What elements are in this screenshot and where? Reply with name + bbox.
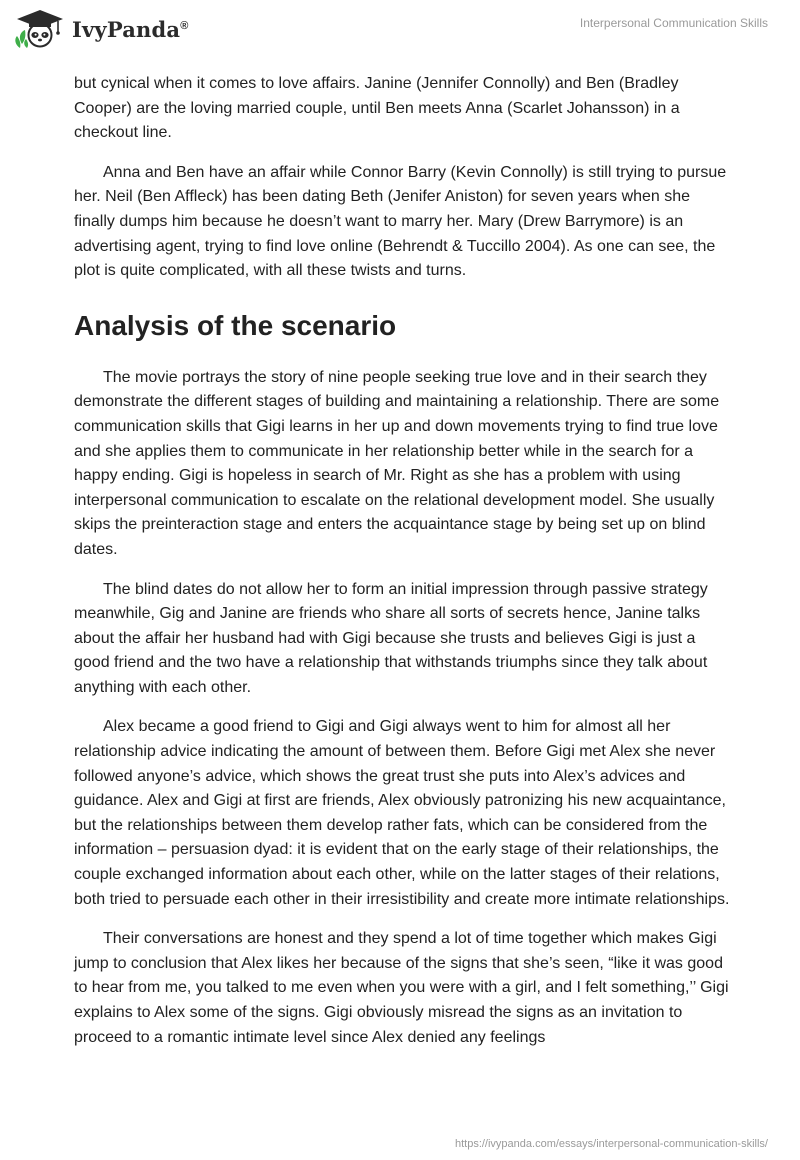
document-title: Interpersonal Communication Skills — [579, 16, 768, 30]
paragraph: Anna and Ben have an affair while Connor Barry (Kevin Connolly) is still trying to pursue her. Neil (Ben Affleck) has been dating Beth (Jenifer Aniston) for seven years when she finally dumps him because he doesn’t want to marry her. Mary (Drew Barrymore) is an advertising agent, trying to find love online (Behrendt & Tuccillo 2004). As one can see, the plot is quite complicated, with all these twists and turns. — [74, 163, 727, 280]
paragraph: The blind dates do not allow her to form an initial impression through passive strategy meanwhile, Gig and Janine are friends who share all sorts of secrets hence, Janine talks about the affair her husband had with Gigi because she trusts and believes Gigi is just a good friend and the two have a relationship that withstands triumphs since they talk about anything with each other. — [74, 580, 708, 696]
essay-body — [74, 72, 734, 1065]
page-header — [0, 0, 800, 62]
brand-logo[interactable] — [14, 8, 189, 50]
registered-mark: ® — [180, 19, 189, 32]
section-heading: Analysis of the scenario — [74, 309, 397, 341]
source-url[interactable]: https://ivypanda.com/essays/interpersonal-communication-skills/ — [454, 1138, 768, 1150]
paragraph: The movie portrays the story of nine people seeking true love and in their search they demonstrate the different stages of building and maintaining a relationship. There are some communication skills that Gigi learns in her up and down movements trying to find true love and she applies them to communicate in her relationship better while in the search for a happy ending. Gigi is hopeless in search of Mr. Right as she has a problem with using interpersonal communication to escalate on the relational development model. She usually skips the preinteraction stage and enters the acquaintance stage by being set up on blind dates. — [74, 368, 720, 558]
brand-name: IvyPanda® — [72, 16, 189, 42]
panda-graduate-icon — [14, 8, 66, 50]
paragraph: but cynical when it comes to love affairs. Janine (Jennifer Connolly) and Ben (Bradley Cooper) are the loving married couple, until Ben meets Anna (Scarlet Johansson) in a checkout line. — [74, 75, 680, 142]
paragraph: Their conversations are honest and they spend a lot of time together which makes Gigi jump to conclusion that Alex likes her because of the signs that she’s seen, “like it was good to hear from me, you talked to me even when you were with a girl, and I felt something,’’ Gigi explains to Alex some of the signs. Gigi obviously misread the signs as an invitation to proceed to a romantic intimate level since Alex denied any feelings — [74, 930, 729, 1046]
paragraph: Alex became a good friend to Gigi and Gigi always went to him for almost all her relationship advice indicating the amount of between them. Before Gigi met Alex she never followed anyone’s advice, which shows the great trust she puts into Alex’s advices and guidance. Alex and Gigi at first are friends, Alex obviously patronizing his new acquaintance, but the relationships between them develop rather fats, which can be considered from the information – persuasion dyad: it is evident that on the early stage of their relationships, the couple exchanged information about each other, while on the latter stages of their relations, both tried to persuade each other in their irresistibility and create more intimate relationships. — [74, 718, 730, 908]
